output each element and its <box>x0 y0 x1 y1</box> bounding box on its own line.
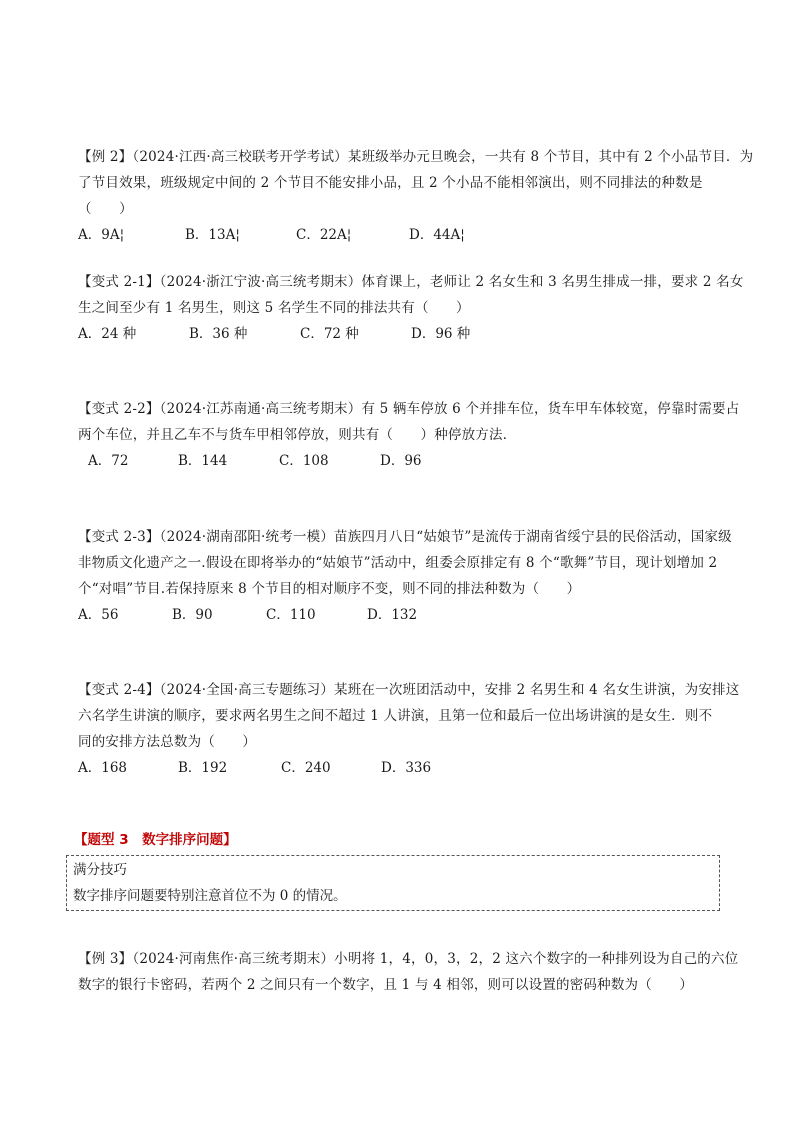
option-c: C．110 <box>266 607 316 623</box>
option-a: A．56 <box>78 607 119 623</box>
question-line: 数字的银行卡密码，若两个 2 之间只有一个数字，且 1 与 4 相邻，则可以设置的密码种数为（ ） <box>78 977 694 993</box>
question-line: 生之间至少有 1 名男生，则这 5 名学生不同的排法共有（ ） <box>78 300 470 316</box>
tips-title: 满分技巧 <box>73 862 127 878</box>
question-line: （ ） <box>78 201 133 217</box>
answer-options <box>78 222 718 248</box>
variant-2-4 <box>78 677 740 781</box>
question-line: 【变式 2-3】（2024·湖南邵阳·统考一模）苗族四月八日“姑娘节”是流传于湖南省绥宁县的民俗活动，国家级 <box>78 529 732 545</box>
question-line: 个“对唱”节目.若保持原来 8 个节目的相对顺序不变，则不同的排法种数为（ ） <box>78 581 581 597</box>
option-a: A．168 <box>78 760 128 776</box>
question-line: 【变式 2-1】（2024·浙江宁波·高三统考期末）体育课上，老师让 2 名女生和 3 名男生排成一排，要求 2 名女 <box>78 274 744 290</box>
option-d: D．96 <box>380 453 422 469</box>
option-c: C．72 种 <box>300 326 359 342</box>
variant-2-3 <box>78 524 732 628</box>
variant-2-1 <box>78 269 744 347</box>
option-c: C．240 <box>281 760 331 776</box>
question-line: 两个车位，并且乙车不与货车甲相邻停放，则共有（ ）种停放方法． <box>78 427 517 443</box>
question-line: 非物质文化遗产之一.假设在即将举办的“姑娘节”活动中，组委会原排定有 8 个“歌舞”节目，现计划增加 2 <box>78 555 718 571</box>
option-d: D．132 <box>367 607 418 623</box>
answer-options <box>78 602 718 628</box>
option-b: B．13A¦ <box>185 227 240 243</box>
question-line: 【变式 2-4】（2024·全国·高三专题练习）某班在一次班团活动中，安排 2 名男生和 4 名女生讲演，为安排这 <box>78 682 740 698</box>
option-a: A．24 种 <box>78 326 137 342</box>
option-c: C．22A¦ <box>296 227 352 243</box>
option-a: A．72 <box>88 453 129 469</box>
option-b: B．144 <box>178 453 228 469</box>
option-d: D．96 种 <box>411 326 471 342</box>
option-a: A．9A¦ <box>78 227 125 243</box>
answer-options <box>78 448 718 474</box>
question-line: 了节目效果，班级规定中间的 2 个节目不能安排小品，且 2 个小品不能相邻演出，则不同排法的种数是 <box>78 175 703 191</box>
question-line: 六名学生讲演的顺序，要求两名男生之间不超过 1 人讲演，且第一位和最后一位出场讲演的是女生．则不 <box>78 708 713 724</box>
answer-options <box>78 755 718 781</box>
option-d: D．336 <box>381 760 432 776</box>
answer-options <box>78 321 718 347</box>
tips-box <box>66 855 720 911</box>
tips-text: 数字排序问题要特别注意首位不为 0 的情况。 <box>73 888 347 904</box>
question-line: 【变式 2-2】（2024·江苏南通·高三统考期末）有 5 辆车停放 6 个并排车位，货车甲车体较宽，停靠时需要占 <box>78 401 740 417</box>
question-line: 同的安排方法总数为（ ） <box>78 734 257 750</box>
option-b: B．90 <box>172 607 213 623</box>
option-c: C．108 <box>279 453 329 469</box>
example-3 <box>78 946 739 998</box>
section-title: 【题型 3 数字排序问题】 <box>74 832 237 848</box>
question-line: 【例 3】（2024·河南焦作·高三统考期末）小明将 1，4，0，3，2，2 这六个数字的一种排列设为自己的六位 <box>78 951 739 967</box>
example-2 <box>78 144 754 248</box>
option-d: D．44A¦ <box>409 227 465 243</box>
option-b: B．192 <box>178 760 228 776</box>
question-line: 【例 2】（2024·江西·高三校联考开学考试）某班级举办元旦晚会，一共有 8 个节目，其中有 2 个小品节目．为 <box>78 149 754 165</box>
variant-2-2 <box>78 396 740 474</box>
option-b: B．36 种 <box>189 326 248 342</box>
